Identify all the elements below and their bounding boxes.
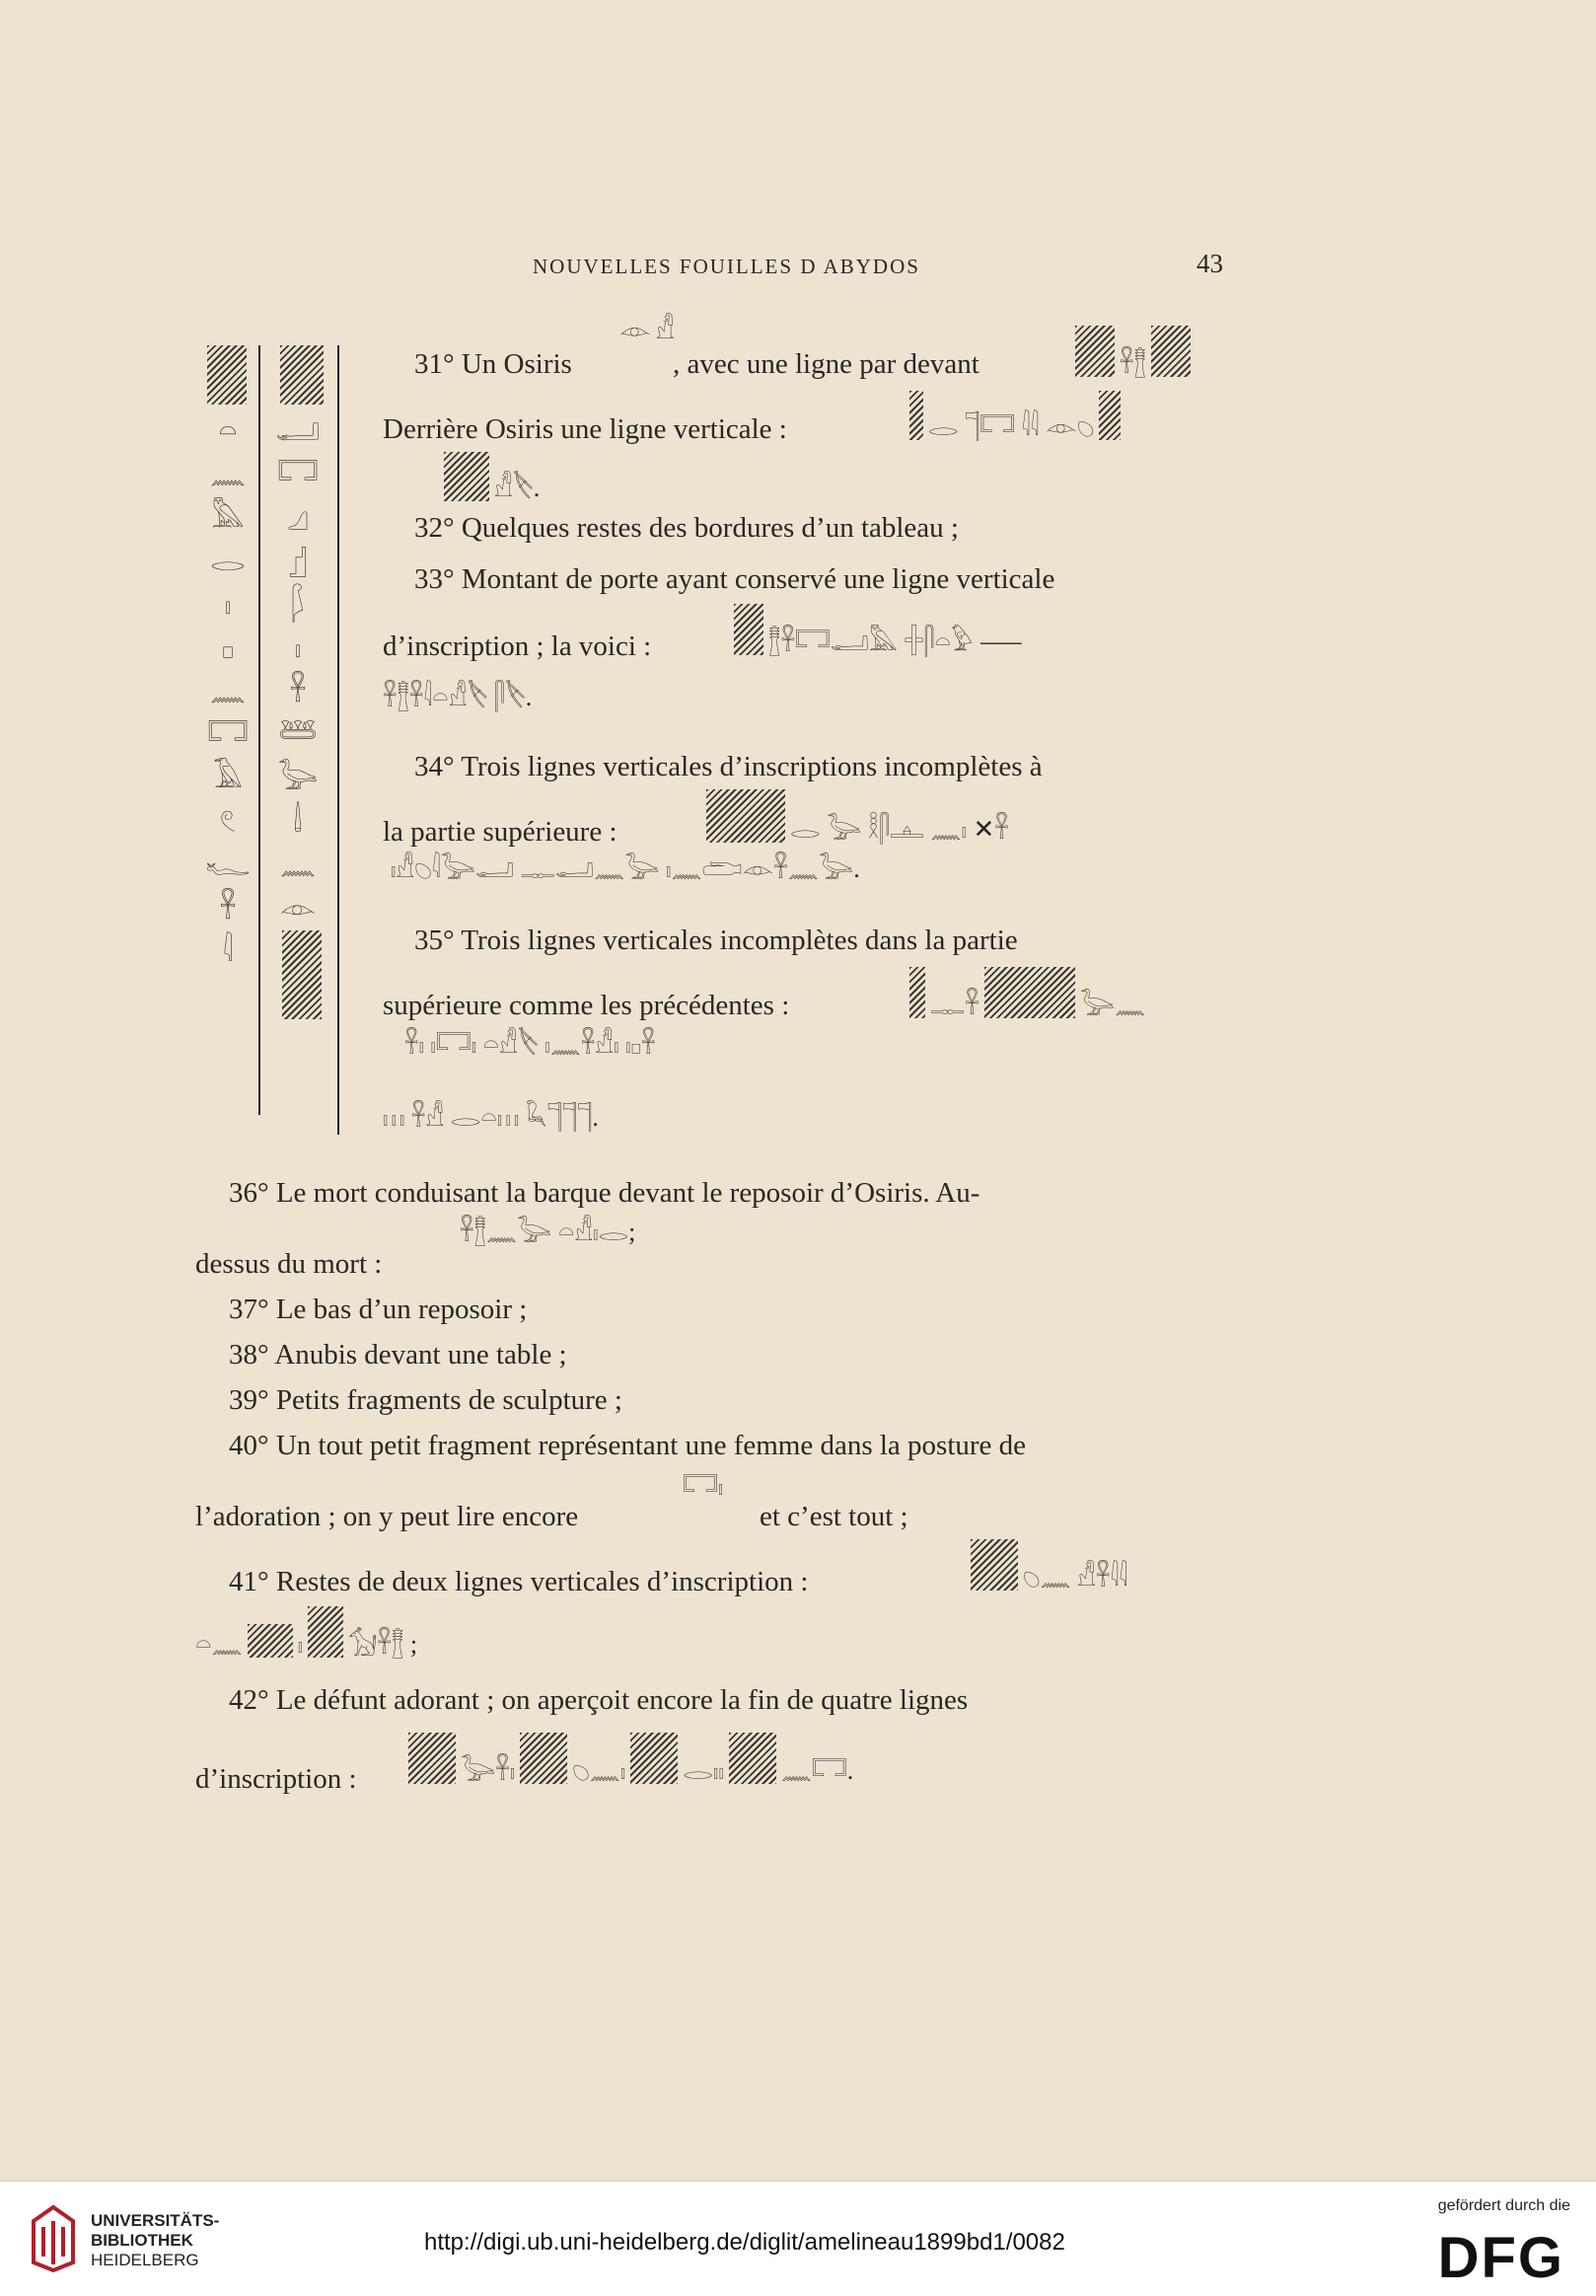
hieroglyphs-33-line2: 𓋹𓊽𓋹𓇋𓏏𓀭𓌸 𓋴𓌸. <box>383 683 533 711</box>
paragraph-41: 41° Restes de deux lignes verticales d’inscription : <box>229 1566 809 1597</box>
paragraph-33-line1: 33° Montant de porte ayant conservé une ligne verticale <box>414 563 1055 595</box>
hieroglyph-column-2: 𓂝 𓉐 𓈎 𓊨 𓆄 𓏤 𓋹 𓆷 𓅬 𓌃 𓈖 𓁹 <box>258 345 335 1115</box>
paragraph-35-line2: supérieure comme les précédentes : <box>383 990 790 1021</box>
hieroglyphs-34-line1: 𓂋 𓅬 𓎛𓋴𓊵 𓈖𓏤 ✕𓋹 <box>706 789 1009 843</box>
paragraph-33-line2: d’inscription ; la voici : <box>383 630 652 662</box>
paragraph-39: 39° Petits fragments de sculpture ; <box>229 1384 622 1416</box>
hieroglyphs-31-line3: 𓀭𓌸. <box>444 452 540 501</box>
hieroglyph-column-3 <box>337 345 351 1135</box>
permalink-url[interactable]: http://digi.ub.uni-heidelberg.de/diglit/amelineau1899bd1/0082 <box>424 2229 1065 2256</box>
paragraph-34-line1: 34° Trois lignes verticales d’inscriptions incomplètes à <box>414 751 1043 782</box>
paragraph-31-mid: , avec une ligne par devant <box>673 348 979 380</box>
viewer-footer <box>0 2181 1596 2296</box>
paragraph-31-line2: Derrière Osiris une ligne verticale : <box>383 413 787 445</box>
hieroglyph-column-1: 𓏏 𓈖 𓅓 𓂋 𓏤 𓊪 𓈖 𓉐 𓄿 𓏲 𓆑 𓋹 𓇋 <box>203 345 253 1115</box>
paragraph-40-line1: 40° Un tout petit fragment représentant une femme dans la posture de <box>229 1430 1027 1461</box>
paragraph-42-line1: 42° Le défunt adorant ; on aperçoit encore la fin de quatre lignes <box>229 1684 969 1716</box>
funding-label: gefördert durch die <box>1437 2197 1570 2214</box>
hieroglyphs-35-line3: 𓏥 𓋹𓀭 𓂋𓏏𓏥 𓆗𓊹𓊹𓊹. <box>383 1103 599 1132</box>
paragraph-40-line2: l’adoration ; on y peut lire encore <box>195 1501 579 1532</box>
library-name <box>91 2211 219 2270</box>
hieroglyphs-31-front: 𓋹𓊽 <box>1075 326 1191 377</box>
hieroglyphs-34-line2: 𓏤𓀭𓆇𓇋𓅬𓂝 𓊃𓂝𓈖𓅬 𓏤𓈖𓂧𓁹𓋹𓈖𓅬. <box>391 854 860 883</box>
paragraph-36-line2: dessus du mort : <box>195 1248 383 1280</box>
paragraph-42-line2: d’inscription : <box>195 1763 357 1795</box>
hieroglyphs-35-line2: 𓋹𓏤 𓏤𓉐𓏤 𓏏𓀭𓌸 𓏤𓈖𓋹𓀭𓏤 𓏤𓊪𓋹 <box>404 1030 656 1059</box>
paragraph-31-start: 31° Un Osiris <box>414 348 572 380</box>
paragraph-35-line1: 35° Trois lignes verticales incomplètes dans la partie <box>414 925 1018 956</box>
hieroglyphs-35-line1: 𓊃𓋹 𓅬𓈖 <box>909 967 1145 1018</box>
library-logo-icon <box>28 2203 79 2272</box>
dfg-logo: DFG <box>1437 2226 1564 2290</box>
hieroglyphs-41-line1: 𓆇𓈖 𓀭𓋹𓇋𓇋 <box>971 1539 1127 1591</box>
page-number: 43 <box>1197 249 1223 278</box>
hieroglyphs-42: 𓅬𓋹𓏤 𓆇𓈖𓏤 𓂋𓏤𓏤 𓈖𓉐. <box>408 1733 853 1784</box>
paragraph-38: 38° Anubis devant une table ; <box>229 1339 567 1370</box>
paragraph-37: 37° Le bas d’un reposoir ; <box>229 1294 528 1325</box>
paragraph-36-line1: 36° Le mort conduisant la barque devant le reposoir d’Osiris. Au- <box>229 1177 980 1209</box>
library-name-line3: HEIDELBERG <box>91 2251 199 2269</box>
hieroglyphs-33-line1: 𓊽𓋹𓉐𓂝𓅓 𓏶𓋴𓏏𓅱 ⸺ <box>734 604 1023 655</box>
hieroglyphs-osiris: 𓁹 𓀭 <box>619 316 675 344</box>
paragraph-34-line2: la partie supérieure : <box>383 816 617 848</box>
hieroglyphs-40: 𓉐𓏤 <box>683 1472 724 1501</box>
library-name-line2: BIBLIOTHEK <box>91 2231 193 2250</box>
paragraph-40-end: et c’est tout ; <box>760 1501 908 1532</box>
hieroglyphs-31-behind: 𓂋 𓊹𓉐 𓇋𓇋 𓁹𓆇 <box>909 391 1121 440</box>
hieroglyphs-41-line2: 𓏏𓈖 𓏤 𓃩𓋹𓊽 ; <box>195 1606 417 1658</box>
running-title: NOUVELLES FOUILLES D ABYDOS <box>533 255 920 278</box>
hieroglyphs-36: 𓋹𓊽𓈖𓅬 𓏏𓀭𓏤𓂋; <box>460 1218 636 1246</box>
paragraph-32: 32° Quelques restes des bordures d’un tableau ; <box>414 512 959 544</box>
library-name-line1: UNIVERSITÄTS- <box>91 2211 220 2230</box>
